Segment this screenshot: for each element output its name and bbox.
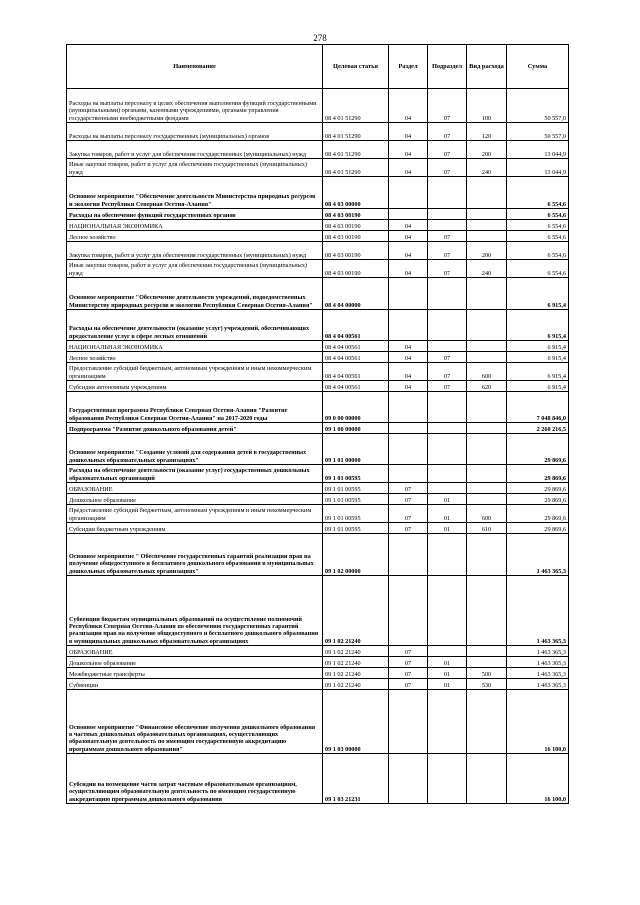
row-subsection: 07 bbox=[428, 363, 467, 381]
row-section: 04 bbox=[389, 363, 428, 381]
row-name: Субсидии бюджетным учреждениям bbox=[67, 523, 323, 534]
row-name: НАЦИОНАЛЬНАЯ ЭКОНОМИКА bbox=[67, 220, 323, 231]
row-amount: 6 554,6 bbox=[507, 209, 569, 220]
row-expense-type: 240 bbox=[467, 159, 507, 177]
row-name: Лесное хозяйство bbox=[67, 231, 323, 242]
row-expense-type bbox=[467, 754, 507, 804]
row-section: 07 bbox=[389, 494, 428, 505]
row-name: Закупка товаров, работ и услуг для обеспечения государственных (муниципальных) нужд bbox=[67, 242, 323, 260]
row-subsection: 01 bbox=[428, 494, 467, 505]
row-amount: 6 554,6 bbox=[507, 260, 569, 278]
table-row bbox=[67, 434, 569, 465]
row-section bbox=[389, 177, 428, 209]
row-name: Расходы на обеспечение деятельности (оказание услуг) государственных дошкольных образовательных организаций bbox=[67, 465, 323, 483]
budget-table bbox=[66, 44, 569, 804]
row-name: Расходы на выплаты персоналу в целях обеспечения выполнения функций государственными (муниципальными) органами, казенными учреждениями, органами управления государственными внебюджетными фондами bbox=[67, 89, 323, 123]
row-subsection bbox=[428, 534, 467, 576]
column-header-amount: Сумма bbox=[507, 45, 569, 89]
row-amount: 2 260 216,5 bbox=[507, 423, 569, 434]
row-expense-type bbox=[467, 220, 507, 231]
table-row bbox=[67, 576, 569, 646]
row-expense-type bbox=[467, 576, 507, 646]
row-section: 07 bbox=[389, 668, 428, 679]
table-row bbox=[67, 231, 569, 242]
row-target-article: 08 4 04 00561 bbox=[323, 310, 389, 341]
row-subsection bbox=[428, 310, 467, 341]
row-subsection: 01 bbox=[428, 668, 467, 679]
table-row bbox=[67, 242, 569, 260]
row-expense-type bbox=[467, 231, 507, 242]
row-amount: 1 463 365,3 bbox=[507, 679, 569, 690]
table-row bbox=[67, 123, 569, 141]
row-amount: 16 100,0 bbox=[507, 754, 569, 804]
row-subsection bbox=[428, 483, 467, 494]
table-row bbox=[67, 668, 569, 679]
row-subsection bbox=[428, 434, 467, 465]
row-target-article: 08 4 03 00190 bbox=[323, 220, 389, 231]
row-subsection: 01 bbox=[428, 657, 467, 668]
row-amount: 6 915,4 bbox=[507, 352, 569, 363]
row-amount: 29 869,6 bbox=[507, 434, 569, 465]
table-row bbox=[67, 392, 569, 423]
row-section: 04 bbox=[389, 220, 428, 231]
row-amount: 50 557,0 bbox=[507, 89, 569, 123]
row-target-article: 09 1 02 21240 bbox=[323, 657, 389, 668]
column-header-expense-type: Вид расхода bbox=[467, 45, 507, 89]
table-row bbox=[67, 352, 569, 363]
row-section bbox=[389, 754, 428, 804]
table-row bbox=[67, 523, 569, 534]
table-row bbox=[67, 534, 569, 576]
row-subsection: 07 bbox=[428, 352, 467, 363]
row-section bbox=[389, 434, 428, 465]
row-expense-type bbox=[467, 177, 507, 209]
row-subsection: 01 bbox=[428, 679, 467, 690]
row-name: Иные закупки товаров, работ и услуг для обеспечения государственных (муниципальных) нужд bbox=[67, 260, 323, 278]
row-expense-type: 200 bbox=[467, 242, 507, 260]
row-amount: 6 915,4 bbox=[507, 310, 569, 341]
row-section bbox=[389, 534, 428, 576]
row-target-article: 09 1 01 00595 bbox=[323, 523, 389, 534]
row-subsection: 07 bbox=[428, 242, 467, 260]
row-expense-type: 240 bbox=[467, 260, 507, 278]
row-subsection: 07 bbox=[428, 231, 467, 242]
row-target-article: 08 4 04 00000 bbox=[323, 278, 389, 310]
row-section bbox=[389, 465, 428, 483]
row-amount: 6 554,6 bbox=[507, 231, 569, 242]
row-subsection bbox=[428, 646, 467, 657]
row-section bbox=[389, 576, 428, 646]
row-name: Иные закупки товаров, работ и услуг для обеспечения государственных (муниципальных) нужд bbox=[67, 159, 323, 177]
table-row bbox=[67, 363, 569, 381]
row-expense-type bbox=[467, 494, 507, 505]
row-name: Субвенции бюджетам муниципальных образований на осуществление полномочий Республики Северная Осетия-Алания по обеспечению государственных гарантий реализации прав на получение общедоступного и бесплатного дошкольного образования в муниципальных дошкольных образовательных организациях bbox=[67, 576, 323, 646]
row-name: Подпрограмма "Развитие дошкольного образования детей" bbox=[67, 423, 323, 434]
row-section: 07 bbox=[389, 505, 428, 523]
row-subsection bbox=[428, 341, 467, 352]
row-subsection: 07 bbox=[428, 123, 467, 141]
row-amount: 6 554,6 bbox=[507, 220, 569, 231]
row-name: Государственная программа Республики Северная Осетия-Алания "Развитие образования Республики Северная Осетия-Алания" на 2017-2020 годы bbox=[67, 392, 323, 423]
row-target-article: 08 4 04 00561 bbox=[323, 363, 389, 381]
row-amount: 29 869,6 bbox=[507, 465, 569, 483]
row-section: 04 bbox=[389, 231, 428, 242]
row-section bbox=[389, 423, 428, 434]
column-header-subsection: Подраздел bbox=[428, 45, 467, 89]
row-subsection bbox=[428, 278, 467, 310]
row-target-article: 09 1 01 00000 bbox=[323, 434, 389, 465]
row-section: 04 bbox=[389, 352, 428, 363]
row-amount: 13 044,9 bbox=[507, 159, 569, 177]
row-target-article: 09 1 01 00595 bbox=[323, 505, 389, 523]
table-row bbox=[67, 310, 569, 341]
table-body bbox=[67, 89, 569, 804]
row-expense-type bbox=[467, 392, 507, 423]
row-amount: 1 463 365,3 bbox=[507, 668, 569, 679]
row-expense-type: 100 bbox=[467, 89, 507, 123]
row-amount: 6 915,4 bbox=[507, 363, 569, 381]
table-row bbox=[67, 159, 569, 177]
row-target-article: 09 1 02 21240 bbox=[323, 668, 389, 679]
table-row bbox=[67, 260, 569, 278]
row-section: 07 bbox=[389, 657, 428, 668]
row-expense-type bbox=[467, 341, 507, 352]
table-row bbox=[67, 657, 569, 668]
row-subsection: 07 bbox=[428, 141, 467, 159]
row-expense-type: 610 bbox=[467, 523, 507, 534]
row-section: 07 bbox=[389, 523, 428, 534]
row-expense-type bbox=[467, 690, 507, 754]
table-row bbox=[67, 209, 569, 220]
row-name: Дошкольное образование bbox=[67, 494, 323, 505]
row-name: НАЦИОНАЛЬНАЯ ЭКОНОМИКА bbox=[67, 341, 323, 352]
row-section bbox=[389, 690, 428, 754]
table-row bbox=[67, 423, 569, 434]
row-target-article: 09 1 02 21240 bbox=[323, 646, 389, 657]
row-name: Расходы на обеспечение функций государственных органов bbox=[67, 209, 323, 220]
row-target-article: 08 4 03 00000 bbox=[323, 177, 389, 209]
table-row bbox=[67, 89, 569, 123]
row-expense-type: 120 bbox=[467, 123, 507, 141]
row-target-article: 09 1 01 00595 bbox=[323, 494, 389, 505]
row-target-article: 08 4 03 00190 bbox=[323, 260, 389, 278]
row-expense-type: 530 bbox=[467, 679, 507, 690]
row-amount: 1 463 365,3 bbox=[507, 646, 569, 657]
row-name: Субвенции bbox=[67, 679, 323, 690]
row-subsection bbox=[428, 177, 467, 209]
row-section bbox=[389, 278, 428, 310]
row-subsection bbox=[428, 465, 467, 483]
row-section: 04 bbox=[389, 381, 428, 392]
row-section: 04 bbox=[389, 159, 428, 177]
row-name: Основное мероприятие "Обеспечение деятельности Министерства природных ресурсов и экологии Республики Северная Осетия-Алания" bbox=[67, 177, 323, 209]
table-row bbox=[67, 505, 569, 523]
row-subsection: 01 bbox=[428, 523, 467, 534]
row-target-article: 08 4 03 00190 bbox=[323, 209, 389, 220]
row-amount: 29 869,6 bbox=[507, 523, 569, 534]
row-expense-type bbox=[467, 483, 507, 494]
row-name: Предоставление субсидий бюджетным, автономным учреждениям и иным некоммерческим организациям bbox=[67, 505, 323, 523]
table-row bbox=[67, 494, 569, 505]
row-target-article: 08 4 04 00561 bbox=[323, 381, 389, 392]
row-amount: 50 557,0 bbox=[507, 123, 569, 141]
row-expense-type: 600 bbox=[467, 363, 507, 381]
row-expense-type bbox=[467, 209, 507, 220]
row-expense-type bbox=[467, 657, 507, 668]
row-target-article: 08 4 04 00561 bbox=[323, 341, 389, 352]
row-name: Основное мероприятие " Обеспечение государственных гарантий реализации прав на получение общедоступного и бесплатного дошкольного образования в муниципальных дошкольных образовательных организациях" bbox=[67, 534, 323, 576]
row-amount: 1 463 365,3 bbox=[507, 657, 569, 668]
table-row bbox=[67, 341, 569, 352]
row-subsection: 01 bbox=[428, 505, 467, 523]
row-subsection: 07 bbox=[428, 159, 467, 177]
row-amount: 6 915,4 bbox=[507, 341, 569, 352]
row-section: 04 bbox=[389, 260, 428, 278]
table-row bbox=[67, 690, 569, 754]
table-row bbox=[67, 679, 569, 690]
row-name: ОБРАЗОВАНИЕ bbox=[67, 483, 323, 494]
row-name: Межбюджетные трансферты bbox=[67, 668, 323, 679]
row-amount: 6 915,4 bbox=[507, 381, 569, 392]
row-name: Расходы на обеспечение деятельности (оказание услуг) учреждений, обеспечивающих предоставление услуг в сфере лесных отношений bbox=[67, 310, 323, 341]
row-target-article: 08 4 01 51290 bbox=[323, 89, 389, 123]
row-section: 07 bbox=[389, 483, 428, 494]
row-amount: 1 463 365,3 bbox=[507, 534, 569, 576]
row-name: Предоставление субсидий бюджетным, автономным учреждениям и иным некоммерческим организациям bbox=[67, 363, 323, 381]
row-name: Лесное хозяйство bbox=[67, 352, 323, 363]
row-expense-type bbox=[467, 423, 507, 434]
row-expense-type: 600 bbox=[467, 505, 507, 523]
page-number: 278 bbox=[313, 33, 327, 43]
row-amount: 7 048 846,0 bbox=[507, 392, 569, 423]
row-target-article: 08 4 01 51290 bbox=[323, 123, 389, 141]
row-target-article: 08 4 03 00190 bbox=[323, 231, 389, 242]
table-row bbox=[67, 381, 569, 392]
row-section: 04 bbox=[389, 341, 428, 352]
row-target-article: 09 1 02 00000 bbox=[323, 534, 389, 576]
column-header-target-article: Целевая статья bbox=[323, 45, 389, 89]
row-name: Основное мероприятие "Создание условий для содержания детей в государственных дошкольных образовательных организациях" bbox=[67, 434, 323, 465]
row-target-article: 08 4 01 51290 bbox=[323, 159, 389, 177]
row-expense-type bbox=[467, 278, 507, 310]
row-target-article: 09 1 00 00000 bbox=[323, 423, 389, 434]
row-amount: 6 915,4 bbox=[507, 278, 569, 310]
row-expense-type bbox=[467, 534, 507, 576]
row-subsection bbox=[428, 690, 467, 754]
row-target-article: 09 1 03 00000 bbox=[323, 690, 389, 754]
row-expense-type: 200 bbox=[467, 141, 507, 159]
table-row bbox=[67, 754, 569, 804]
row-name: Основное мероприятие "Обеспечение деятельности учреждений, подведомственных Министерству природных ресурсов и экологии Республики Северная Осетия-Алания" bbox=[67, 278, 323, 310]
row-subsection bbox=[428, 576, 467, 646]
column-header-section: Раздел bbox=[389, 45, 428, 89]
row-target-article: 08 4 03 00190 bbox=[323, 242, 389, 260]
row-subsection bbox=[428, 209, 467, 220]
row-subsection bbox=[428, 220, 467, 231]
row-name: Субсидии на возмещение части затрат частным образовательным организациям, осуществляющим образовательную деятельность по имеющим государственную аккредитацию программам дошкольного образования bbox=[67, 754, 323, 804]
row-subsection bbox=[428, 754, 467, 804]
row-target-article: 09 1 03 21231 bbox=[323, 754, 389, 804]
table-row bbox=[67, 646, 569, 657]
row-name: Субсидии автономным учреждениям bbox=[67, 381, 323, 392]
row-section bbox=[389, 209, 428, 220]
table-row bbox=[67, 465, 569, 483]
row-expense-type: 500 bbox=[467, 668, 507, 679]
row-expense-type bbox=[467, 352, 507, 363]
row-amount: 1 463 365,3 bbox=[507, 576, 569, 646]
row-amount: 13 044,9 bbox=[507, 141, 569, 159]
row-section: 04 bbox=[389, 89, 428, 123]
row-name: ОБРАЗОВАНИЕ bbox=[67, 646, 323, 657]
row-subsection bbox=[428, 423, 467, 434]
row-amount: 29 869,6 bbox=[507, 505, 569, 523]
table-row bbox=[67, 278, 569, 310]
row-name: Основное мероприятие "Финансовое обеспечение получения дошкольного образования в частных дошкольных образовательных организациях, осуществляющих образовательную деятельность по имеющим государственную аккредитацию программам дошкольного образования" bbox=[67, 690, 323, 754]
row-target-article: 09 1 01 00595 bbox=[323, 465, 389, 483]
row-target-article: 08 4 04 00561 bbox=[323, 352, 389, 363]
row-name: Расходы на выплаты персоналу государственных (муниципальных) органов bbox=[67, 123, 323, 141]
row-amount: 29 869,6 bbox=[507, 494, 569, 505]
row-amount: 29 869,6 bbox=[507, 483, 569, 494]
row-name: Закупка товаров, работ и услуг для обеспечения государственных (муниципальных) нужд bbox=[67, 141, 323, 159]
table-row bbox=[67, 220, 569, 231]
row-amount: 6 554,6 bbox=[507, 242, 569, 260]
row-section: 07 bbox=[389, 646, 428, 657]
row-target-article: 09 1 01 00595 bbox=[323, 483, 389, 494]
row-section bbox=[389, 392, 428, 423]
row-expense-type bbox=[467, 465, 507, 483]
table-header-row bbox=[67, 45, 569, 89]
row-section: 04 bbox=[389, 242, 428, 260]
row-subsection: 07 bbox=[428, 381, 467, 392]
row-target-article: 09 1 02 21240 bbox=[323, 679, 389, 690]
row-target-article: 08 4 01 51290 bbox=[323, 141, 389, 159]
row-expense-type bbox=[467, 310, 507, 341]
row-target-article: 09 0 00 00000 bbox=[323, 392, 389, 423]
table-row bbox=[67, 483, 569, 494]
row-subsection: 07 bbox=[428, 89, 467, 123]
row-name: Дошкольное образование bbox=[67, 657, 323, 668]
table-row bbox=[67, 141, 569, 159]
row-expense-type bbox=[467, 646, 507, 657]
table-row bbox=[67, 177, 569, 209]
row-subsection bbox=[428, 392, 467, 423]
row-expense-type: 620 bbox=[467, 381, 507, 392]
row-target-article: 09 1 02 21240 bbox=[323, 576, 389, 646]
row-subsection: 07 bbox=[428, 260, 467, 278]
row-amount: 16 100,0 bbox=[507, 690, 569, 754]
row-section: 07 bbox=[389, 679, 428, 690]
row-section: 04 bbox=[389, 123, 428, 141]
row-amount: 6 554,6 bbox=[507, 177, 569, 209]
row-expense-type bbox=[467, 434, 507, 465]
row-section: 04 bbox=[389, 141, 428, 159]
column-header-name: Наименование bbox=[67, 45, 323, 89]
row-section bbox=[389, 310, 428, 341]
